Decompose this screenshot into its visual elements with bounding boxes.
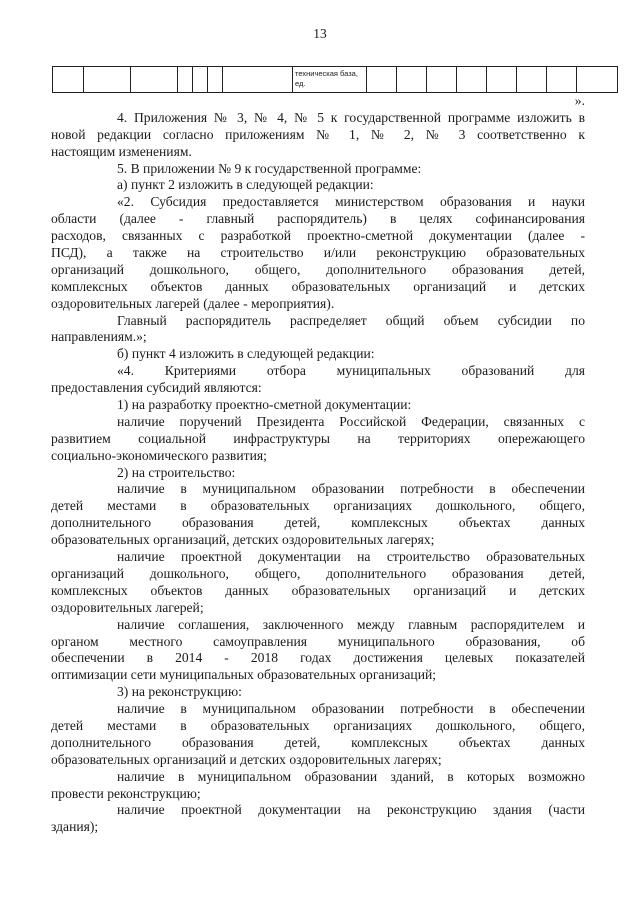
text-line: ПСД), а также на строительство и/или реконструкцию образовательных — [51, 245, 585, 261]
table-fragment — [52, 66, 618, 93]
text-line: оздоровительных лагерей (далее - мероприятия). — [51, 295, 335, 311]
table-cell — [427, 67, 457, 92]
text-line: 1) на разработку проектно-сметной документации: — [117, 397, 412, 413]
table-cell — [131, 67, 178, 92]
text-line: комплексных объектов данных образовательных организаций и детских — [51, 278, 585, 294]
text-line: наличие в муниципальном образовании потребности в обеспечении — [117, 481, 585, 497]
text-line: дополнительного образования детей, комплексных объектах данных — [51, 734, 585, 750]
text-line: Главный распорядитель распределяет общий объем субсидии по — [117, 312, 585, 328]
text-line: 5. В приложении № 9 к государственной программе: — [117, 160, 422, 176]
text-line: 2) на строительство: — [117, 464, 236, 480]
text-line: предоставления субсидий являются: — [51, 380, 262, 396]
text-line: органом местного самоуправления муниципального образования, об — [51, 633, 585, 649]
page-number: 13 — [313, 26, 327, 41]
table-cell — [577, 67, 607, 92]
table-cell — [457, 67, 487, 92]
table-cell — [84, 67, 131, 92]
text-line: организаций дошкольного, общего, дополнительного образования детей, — [51, 261, 585, 277]
text-line: наличие в муниципальном образовании потребности в обеспечении — [117, 701, 585, 717]
document-body — [51, 93, 585, 836]
table-cell — [208, 67, 223, 92]
text-line: организаций дошкольного, общего, дополнительного образования детей, — [51, 565, 585, 581]
table-cell — [547, 67, 577, 92]
text-line: детей местами в образовательных организациях дошкольного, общего, — [51, 717, 585, 733]
text-line: наличие проектной документации на строительство образовательных — [117, 549, 585, 565]
text-line: ». — [574, 93, 585, 108]
table-cell — [367, 67, 397, 92]
text-line: наличие в муниципальном образовании зданий, в которых возможно — [117, 768, 585, 784]
text-line: области (далее - главный распорядитель) в целях софинансирования — [51, 211, 585, 227]
text-line: наличие поручений Президента Российской Федерации, связанных с — [117, 413, 585, 429]
text-line: новой редакции согласно приложениям № 1, № 2, № 3 соответственно к — [51, 126, 585, 142]
table-cell — [178, 67, 193, 92]
text-line: образовательных организаций, детских оздоровительных лагерях; — [51, 532, 435, 548]
table-cell — [223, 67, 293, 92]
text-line: а) пункт 2 изложить в следующей редакции: — [117, 177, 374, 193]
text-line: социально-экономического развития; — [51, 447, 267, 463]
table-cell — [517, 67, 547, 92]
text-line: детей местами в образовательных организациях дошкольного, общего, — [51, 498, 585, 514]
text-line: «2. Субсидия предоставляется министерством образования и науки — [117, 194, 585, 210]
text-line: «4. Критериями отбора муниципальных образований для — [117, 363, 585, 379]
text-line: развитием социальной инфраструктуры на территориях опережающего — [51, 430, 585, 446]
text-line: оздоровительных лагерей; — [51, 599, 204, 615]
text-line: 4. Приложения № 3, № 4, № 5 к государственной программе изложить в — [117, 109, 585, 125]
table-cell — [193, 67, 208, 92]
text-line: наличие соглашения, заключенного между главным распорядителем и — [117, 616, 585, 632]
text-line: комплексных объектов данных образовательных организаций и детских — [51, 582, 585, 598]
text-line: здания); — [51, 819, 99, 835]
text-line: образовательных организаций и детских оздоровительных лагерях; — [51, 751, 442, 767]
text-line: расходов, связанных с разработкой проектно-сметной документации (далее - — [51, 228, 585, 244]
table-cell — [397, 67, 427, 92]
text-line: 3) на реконструкцию: — [117, 684, 242, 700]
text-line: наличие проектной документации на реконструкцию здания (части — [117, 802, 585, 818]
text-line: дополнительного образования детей, комплексных объектах данных — [51, 515, 585, 531]
table-cell-technical-base: техническая база, ед. — [293, 67, 367, 92]
table-cell — [487, 67, 517, 92]
text-line: обеспечении в 2014 - 2018 годах достижения целевых показателей — [51, 650, 585, 666]
text-line: б) пункт 4 изложить в следующей редакции: — [117, 346, 375, 362]
text-line: провести реконструкцию; — [51, 785, 201, 801]
text-line: оптимизации сети муниципальных образовательных организаций; — [51, 667, 437, 683]
text-line: направлениям.»; — [51, 329, 147, 345]
table-cell — [53, 67, 84, 92]
text-line: настоящим изменениям. — [51, 143, 192, 159]
